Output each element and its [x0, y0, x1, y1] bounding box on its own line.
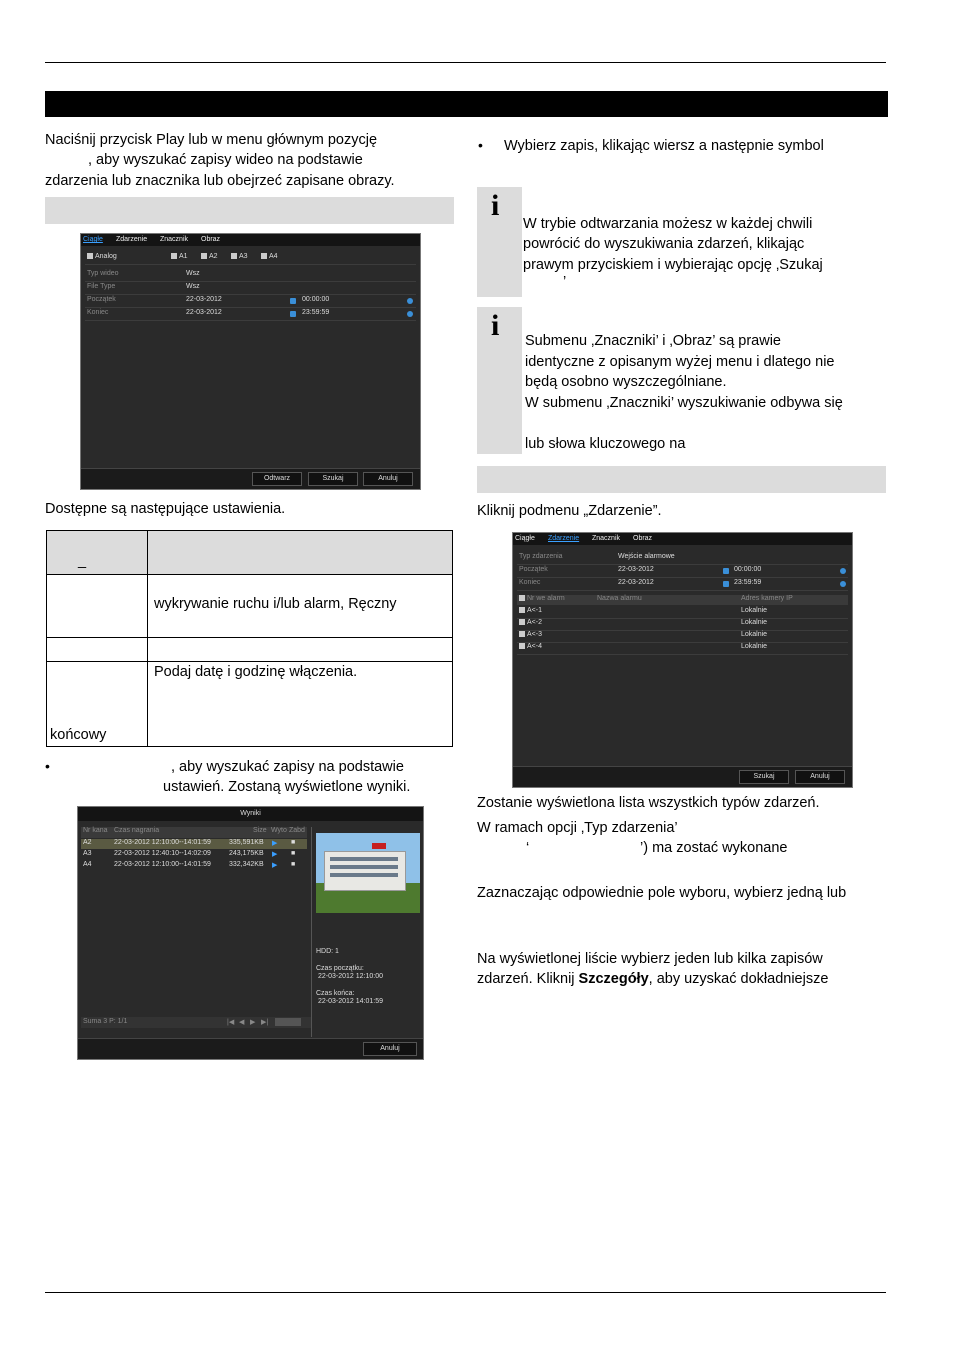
table-row[interactable] — [517, 607, 848, 619]
channel-label: A4 — [269, 253, 278, 260]
alarm-addr: Lokalnie — [741, 643, 768, 650]
available-settings: Dostępne są następujące ustawienia. — [45, 501, 286, 517]
details-keyword: Szczegóły — [578, 971, 649, 987]
start-date: 22-03-2012 — [186, 296, 222, 303]
tab-event[interactable]: Zdarzenie — [548, 535, 580, 542]
subsection-bar-1 — [45, 197, 454, 224]
col-alarm-input: Nr we alarm — [527, 595, 565, 602]
tab-tag[interactable]: Znacznik — [160, 236, 189, 243]
alarm-table-header — [517, 595, 848, 605]
col-ip-address: Adres kamery IP — [741, 595, 793, 602]
channel-a4[interactable] — [261, 253, 278, 260]
clock-icon[interactable] — [407, 298, 413, 304]
table-cell: wykrywanie ruchu i/lub alarm, Ręczny — [154, 596, 397, 612]
col-channel: Nr kana — [83, 827, 108, 834]
analog-label: Analog — [95, 253, 117, 260]
intro-line-3: zdarzenia lub znacznika lub obejrzeć zapisane obrazy. — [45, 173, 395, 189]
clock-icon[interactable] — [840, 581, 846, 587]
alarm-id: A<-4 — [527, 643, 542, 650]
end-date: 22-03-2012 — [618, 579, 654, 586]
event-type-text-2a: ‘ — [526, 840, 530, 856]
col-play: Wyto — [271, 827, 287, 834]
list-text: zdarzeń. Kliknij — [477, 971, 579, 987]
play-button[interactable]: Odtwarz — [252, 472, 302, 486]
results-header — [81, 827, 307, 838]
col-time: Czas nagrania — [114, 827, 160, 834]
checkbox-icon[interactable] — [519, 631, 525, 637]
clock-icon[interactable] — [407, 311, 413, 317]
screen-footer — [513, 766, 852, 787]
cancel-button[interactable]: Anuluj — [795, 770, 845, 784]
bullet-line-1: , aby wyszukać zapisy na podstawie — [171, 759, 404, 775]
end-time: 23:59:59 — [302, 309, 330, 316]
end-label: Koniec — [87, 309, 109, 316]
screen-footer — [78, 1038, 423, 1059]
channel-a1[interactable] — [171, 253, 188, 260]
table-header-left: _ — [78, 553, 87, 569]
table-cell: końcowy — [50, 727, 107, 743]
row-channel: A2 — [83, 839, 92, 846]
table-cell: Podaj datę i godzinę włączenia. — [154, 664, 358, 680]
alarm-id: A<-1 — [527, 607, 542, 614]
checkbox-icon — [201, 253, 207, 259]
cancel-button[interactable]: Anuluj — [363, 472, 413, 486]
info-line: ’ — [563, 274, 567, 290]
screen-footer — [81, 468, 420, 489]
col-lock: Zabd — [289, 827, 305, 834]
checkbox-icon — [171, 253, 177, 259]
info-line: powrócić do wyszukiwania zdarzeń, klikając — [523, 236, 805, 252]
col-alarm-name: Nazwa alarmu — [597, 595, 642, 602]
play-icon[interactable]: ▶ — [272, 840, 278, 847]
channel-label: A1 — [179, 253, 188, 260]
file-type-label: File Type — [87, 283, 116, 290]
channel-a2[interactable] — [201, 253, 218, 260]
start-row[interactable] — [517, 566, 848, 578]
event-type-row[interactable] — [517, 553, 848, 565]
event-type-text-1: W ramach opcji ‚Typ zdarzenia’ — [477, 820, 678, 836]
start-time: 00:00:00 — [302, 296, 330, 303]
row-time: 22-03-2012 12:40:10--14:02:09 — [114, 850, 211, 857]
info-line: Submenu ‚Znaczniki’ i ‚Obraz’ są prawie — [525, 333, 782, 349]
info-icon: i — [491, 309, 500, 342]
tab-picture[interactable]: Obraz — [201, 236, 221, 243]
row-size: 332,342KB — [229, 861, 264, 868]
click-submenu-text: Kliknij podmenu „Zdarzenie”. — [477, 503, 662, 519]
pager-next-icon[interactable]: ▶ — [250, 1019, 256, 1026]
end-time-label: Czas końca: — [316, 990, 355, 997]
alarm-addr: Lokalnie — [741, 631, 768, 638]
table-row[interactable] — [81, 861, 307, 871]
info-icon: i — [491, 189, 500, 222]
list-instruction-1: Na wyświetlonej liście wybierz jeden lub kilka zapisów — [477, 951, 823, 967]
hdd-label: HDD: 1 — [316, 948, 339, 955]
alarm-addr: Lokalnie — [741, 607, 768, 614]
row-time: 22-03-2012 12:10:00--14:01:59 — [114, 861, 211, 868]
info-line: lub słowa kluczowego na — [525, 436, 686, 452]
pager-first-icon[interactable]: |◀ — [227, 1019, 235, 1026]
checkbox-icon — [261, 253, 267, 259]
start-time: 00:00:00 — [734, 566, 762, 573]
results-title: Wyniki — [78, 807, 423, 821]
pager-bar — [81, 1017, 311, 1028]
checkbox-icon[interactable] — [519, 607, 525, 613]
end-row[interactable] — [517, 579, 848, 591]
event-type-text-2b: ’) ma zostać wykonane — [640, 840, 788, 856]
file-type-row[interactable] — [85, 283, 416, 295]
pager-last-icon[interactable]: ▶| — [261, 1019, 269, 1026]
tab-bar — [81, 234, 420, 246]
pager-prev-icon[interactable]: ◀ — [239, 1019, 245, 1026]
cancel-button[interactable]: Anuluj — [363, 1042, 417, 1056]
analog-checkbox[interactable] — [87, 253, 117, 260]
video-type-value: Wsz — [186, 270, 200, 277]
bullet-line-2: ustawień. Zostaną wyświetlone wyniki. — [163, 779, 411, 795]
video-type-row[interactable] — [85, 270, 416, 282]
clock-icon[interactable] — [840, 568, 846, 574]
info-box-1 — [477, 187, 887, 297]
calendar-icon[interactable] — [290, 311, 296, 317]
calendar-icon[interactable] — [723, 581, 729, 587]
table-row[interactable] — [81, 850, 307, 860]
tab-continuous[interactable]: Ciągłe — [515, 535, 535, 542]
list-text: , aby uzyskać dokładniejsze — [648, 971, 829, 987]
info-line: W trybie odtwarzania możesz w każdej chwili — [523, 216, 813, 232]
start-row[interactable] — [85, 296, 416, 308]
results-screen — [77, 806, 424, 1060]
row-channel: A3 — [83, 850, 92, 857]
row-size: 335,591KB — [229, 839, 264, 846]
end-time-value: 22-03-2012 14:01:59 — [318, 998, 383, 1005]
search-button[interactable]: Szukaj — [308, 472, 358, 486]
page-label: Suma 3 P: 1/1 — [83, 1018, 128, 1025]
channel-label: A3 — [239, 253, 248, 260]
alarm-id: A<-2 — [527, 619, 542, 626]
intro-line-1: Naciśnij przycisk Play lub w menu głównym pozycję — [45, 132, 378, 148]
select-record-text: Wybierz zapis, klikając wiersz a następnie symbol — [504, 138, 824, 154]
info-box-2 — [477, 307, 887, 454]
search-button[interactable]: Szukaj — [739, 770, 789, 784]
channel-a3[interactable] — [231, 253, 248, 260]
bottom-rule — [45, 1292, 886, 1293]
calendar-icon[interactable] — [723, 568, 729, 574]
event-list-text: Zostanie wyświetlona lista wszystkich typów zdarzeń. — [477, 795, 820, 811]
checkbox-icon — [519, 595, 525, 601]
info-sidebar — [477, 187, 522, 297]
end-date: 22-03-2012 — [186, 309, 222, 316]
tab-event[interactable]: Zdarzenie — [116, 236, 148, 243]
end-time: 23:59:59 — [734, 579, 762, 586]
intro-line-2: , aby wyszukać zapisy wideo na podstawie — [88, 152, 363, 168]
calendar-icon[interactable] — [290, 298, 296, 304]
row-size: 243,175KB — [229, 850, 264, 857]
bullet-icon: • — [478, 137, 483, 153]
lock-icon[interactable]: ■ — [291, 839, 296, 846]
tab-picture[interactable]: Obraz — [633, 535, 653, 542]
end-label: Koniec — [519, 579, 541, 586]
search-screen-event — [512, 532, 853, 788]
table-divider — [147, 531, 148, 746]
bullet-icon: • — [45, 758, 50, 774]
event-type-value: Wejście alarmowe — [618, 553, 675, 560]
page-input[interactable] — [275, 1018, 301, 1026]
tab-tag[interactable]: Znacznik — [592, 535, 621, 542]
tab-continuous[interactable]: Ciągłe — [83, 236, 103, 243]
table-row[interactable] — [517, 643, 848, 655]
search-screen-continuous — [80, 233, 421, 490]
start-time-value: 22-03-2012 12:10:00 — [318, 973, 383, 980]
start-label: Początek — [519, 566, 548, 573]
preview-thumbnail — [316, 833, 420, 913]
start-date: 22-03-2012 — [618, 566, 654, 573]
file-type-value: Wsz — [186, 283, 200, 290]
lock-icon[interactable]: ■ — [291, 850, 296, 857]
checkbox-icon — [231, 253, 237, 259]
info-line: prawym przyciskiem i wybierając opcję ‚Szukaj — [523, 257, 823, 273]
table-row[interactable] — [517, 619, 848, 631]
table-rule — [47, 637, 452, 638]
col-size: Size — [253, 827, 267, 834]
alarm-id: A<-3 — [527, 631, 542, 638]
settings-table — [46, 530, 453, 747]
info-line: W submenu ‚Znaczniki’ wyszukiwanie odbywa się — [525, 395, 843, 411]
list-instruction-2 — [477, 969, 828, 990]
row-channel: A4 — [83, 861, 92, 868]
table-header — [47, 531, 452, 575]
alarm-addr: Lokalnie — [741, 619, 768, 626]
info-sidebar — [477, 307, 522, 454]
channel-row — [85, 253, 416, 265]
top-rule — [45, 62, 886, 63]
start-label: Początek — [87, 296, 116, 303]
play-icon[interactable]: ▶ — [272, 862, 278, 869]
start-time-label: Czas początku: — [316, 965, 364, 972]
checkbox-icon[interactable] — [519, 643, 525, 649]
panel-divider — [311, 827, 312, 1037]
video-type-label: Typ wideo — [87, 270, 119, 277]
table-row[interactable] — [81, 839, 307, 849]
lock-icon[interactable]: ■ — [291, 861, 296, 868]
checkbox-icon — [87, 253, 93, 259]
row-time: 22-03-2012 12:10:00--14:01:59 — [114, 839, 211, 846]
section-header-bar — [45, 91, 888, 117]
info-line: będą osobno wyszczególniane. — [525, 374, 727, 390]
event-type-label: Typ zdarzenia — [519, 553, 563, 560]
tab-bar — [513, 533, 852, 545]
play-icon[interactable]: ▶ — [272, 851, 278, 858]
end-row[interactable] — [85, 309, 416, 321]
table-row[interactable] — [517, 631, 848, 643]
subsection-bar-2 — [477, 466, 886, 493]
checkbox-icon[interactable] — [519, 619, 525, 625]
info-line: identyczne z opisanym wyżej menu i dlatego nie — [525, 354, 835, 370]
select-all-checkbox[interactable] — [519, 595, 565, 602]
checkbox-instruction: Zaznaczając odpowiednie pole wyboru, wybierz jedną lub — [477, 885, 847, 901]
channel-label: A2 — [209, 253, 218, 260]
